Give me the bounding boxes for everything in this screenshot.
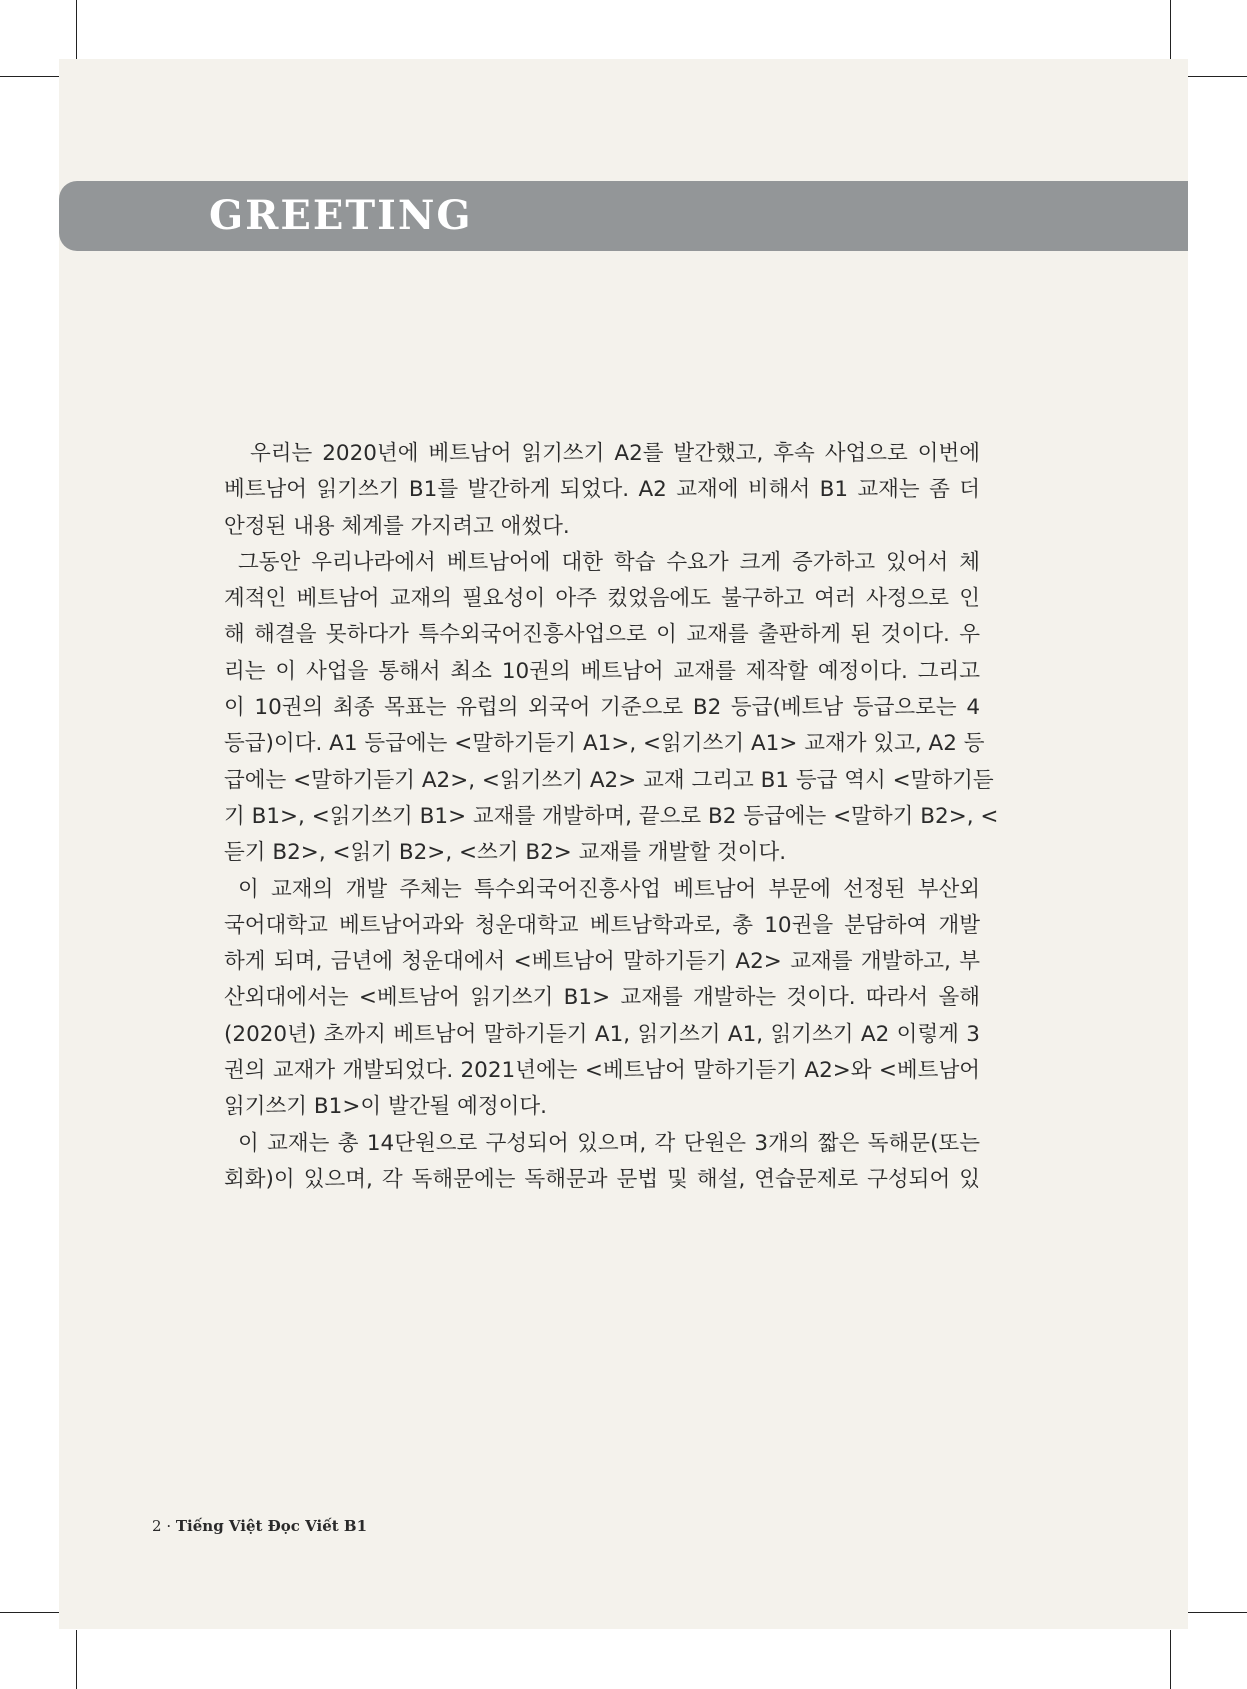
body-line: 회화)이 있으며, 각 독해문에는 독해문과 문법 및 해설, 연습문제로 구성되어 있 [224, 1166, 980, 1192]
crop-mark-bottom-left-horizontal [0, 1612, 59, 1613]
body-line: 급에는 <말하기듣기 A2>, <읽기쓰기 A2> 교재 그리고 B1 등급 역시 <말하기듣 [224, 767, 994, 793]
crop-mark-top-right-horizontal [1188, 76, 1247, 77]
body-line: 권의 교재가 개발되었다. 2021년에는 <베트남어 말하기듣기 A2>와 <베트남어 [224, 1058, 980, 1084]
body-line: 하게 되며, 금년에 청운대에서 <베트남어 말하기듣기 A2> 교재를 개발하고, 부 [224, 949, 980, 975]
body-text [224, 436, 999, 1198]
body-line: 이 교재의 개발 주체는 특수외국어진흥사업 베트남어 부문에 선정된 부산외 [238, 876, 980, 902]
body-line: 베트남어 읽기쓰기 B1를 발간하게 되었다. A2 교재에 비해서 B1 교재는 좀 더 [224, 477, 980, 503]
body-line: 우리는 2020년에 베트남어 읽기쓰기 A2를 발간했고, 후속 사업으로 이번에 [250, 441, 980, 466]
body-line: 이 10권의 최종 목표는 유럽의 외국어 기준으로 B2 등급(베트남 등급으로는 4 [224, 695, 980, 721]
body-line: 리는 이 사업을 통해서 최소 10권의 베트남어 교재를 제작할 예정이다. 그리고 [224, 658, 980, 684]
footer-separator: · [166, 1517, 172, 1535]
section-title: GREETING [209, 192, 473, 239]
crop-mark-top-left-vertical [76, 0, 77, 59]
body-line: 등급)이다. A1 등급에는 <말하기듣기 A1>, <읽기쓰기 A1> 교재가 있고, A2 등 [224, 731, 985, 757]
crop-mark-top-right-vertical [1170, 0, 1171, 59]
body-line: 그동안 우리나라에서 베트남어에 대한 학습 수요가 크게 증가하고 있어서 체 [238, 549, 980, 575]
body-line: 읽기쓰기 B1>이 발간될 예정이다. [224, 1094, 548, 1120]
page-footer [152, 1516, 367, 1536]
book-title: Tiếng Việt Đọc Viết B1 [175, 1517, 368, 1535]
body-line: 이 교재는 총 14단원으로 구성되어 있으며, 각 단원은 3개의 짧은 독해문(또는 [238, 1130, 980, 1156]
crop-mark-top-left-horizontal [0, 76, 59, 77]
body-line: 국어대학교 베트남어과와 청운대학교 베트남학과로, 총 10권을 분담하여 개발 [224, 912, 980, 938]
body-line: 해 해결을 못하다가 특수외국어진흥사업으로 이 교재를 출판하게 된 것이다. 우 [224, 622, 980, 648]
crop-mark-bottom-right-vertical [1170, 1630, 1171, 1689]
page-number: 2 [152, 1517, 162, 1535]
body-line: 계적인 베트남어 교재의 필요성이 아주 컸었음에도 불구하고 여러 사정으로 인 [224, 586, 980, 612]
body-line: 기 B1>, <읽기쓰기 B1> 교재를 개발하며, 끝으로 B2 등급에는 <말하기 B2>, < [224, 803, 999, 829]
crop-mark-bottom-right-horizontal [1188, 1612, 1247, 1613]
body-line: (2020년) 초까지 베트남어 말하기듣기 A1, 읽기쓰기 A1, 읽기쓰기 A2 이렇게 3 [224, 1021, 980, 1047]
crop-mark-bottom-left-vertical [76, 1630, 77, 1689]
body-line: 안정된 내용 체계를 가지려고 애썼다. [224, 513, 570, 539]
body-line: 산외대에서는 <베트남어 읽기쓰기 B1> 교재를 개발하는 것이다. 따라서 올해 [224, 985, 980, 1011]
body-line: 듣기 B2>, <읽기 B2>, <쓰기 B2> 교재를 개발할 것이다. [224, 840, 787, 866]
